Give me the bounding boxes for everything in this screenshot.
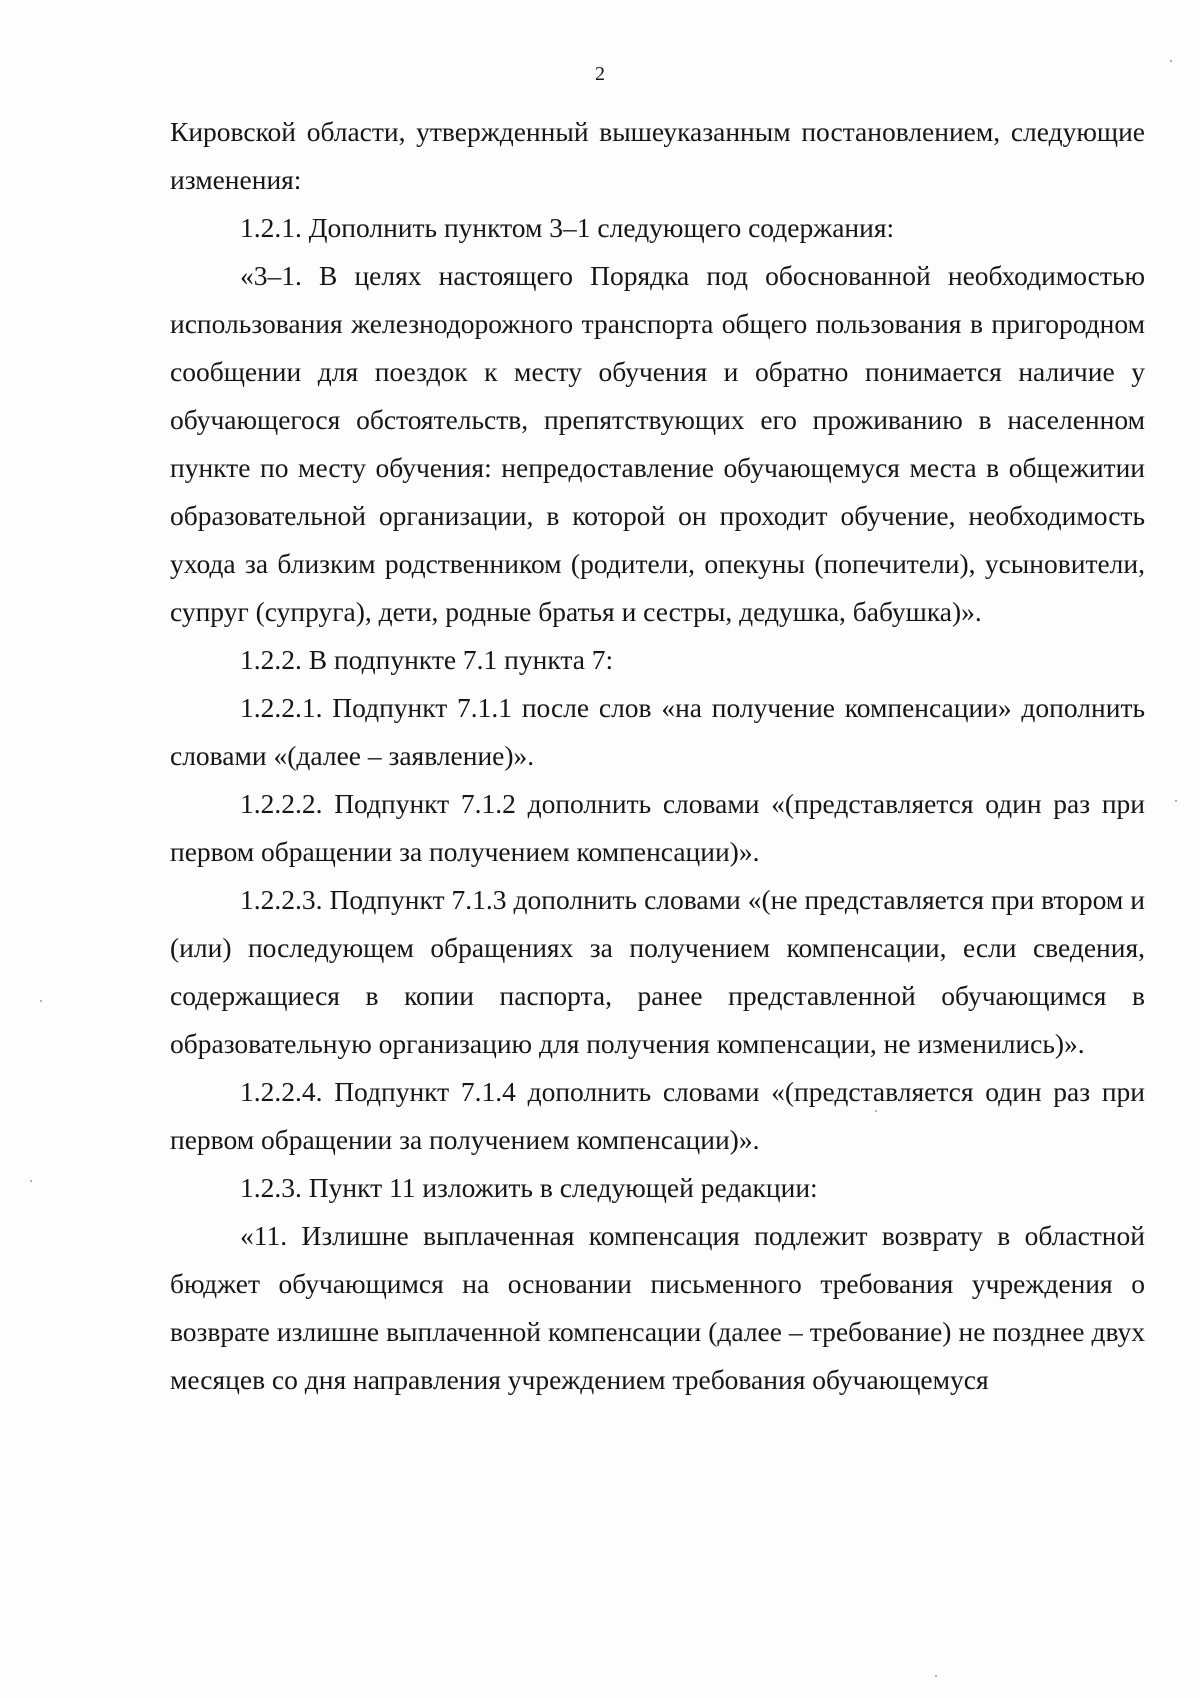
scan-speck [30, 1180, 32, 1182]
paragraph-1-2-2-3: 1.2.2.3. Подпункт 7.1.3 дополнить словами «(не представляется при втором и (или) последующем обращениях за получением компенсации, если сведения, содержащиеся в копии паспорта, ранее представленной обучающимся в образовательную организацию для получения компенсации, не изменились)». [170, 884, 1145, 1059]
paragraph-1-2-2-2: 1.2.2.2. Подпункт 7.1.2 дополнить словами «(представляется один раз при первом обращении за получением компенсации)». [170, 788, 1145, 867]
scan-speck [1170, 60, 1172, 62]
paragraph-3-1-definition: «3–1. В целях настоящего Порядка под обоснованной необходимостью использования железнодорожного транспорта общего пользования в пригородном сообщении для поездок к месту обучения и обратно понимается наличие у обучающегося обстоятельств, препятствующих его проживанию в населенном пункте по месту обучения: непредоставление обучающемуся места в общежитии образовательной организации, в которой он проходит обучение, необходимость ухода за близким родственником (родители, опекуны (попечители), усыновители, супруг (супруга), дети, родные братья и сестры, дедушка, бабушка)». [170, 260, 1145, 627]
document-body [170, 108, 1145, 1404]
paragraph-1-2-2: 1.2.2. В подпункте 7.1 пункта 7: [240, 644, 614, 675]
paragraph-1-2-1: 1.2.1. Дополнить пунктом 3–1 следующего содержания: [240, 212, 895, 243]
scan-speck [1175, 800, 1177, 802]
paragraph-1-2-2-4: 1.2.2.4. Подпункт 7.1.4 дополнить словами «(представляется один раз при первом обращении за получением компенсации)». [170, 1076, 1145, 1155]
scan-speck [935, 1675, 937, 1677]
page-number: 2 [595, 63, 605, 85]
paragraph-continuation: Кировской области, утвержденный вышеуказанным постановлением, следующие изменения: [170, 116, 1145, 195]
scan-speck [40, 1000, 42, 1002]
paragraph-1-2-2-1: 1.2.2.1. Подпункт 7.1.1 после слов «на получение компенсации» дополнить словами «(далее – заявление)». [170, 692, 1145, 771]
paragraph-11-new-wording: «11. Излишне выплаченная компенсация подлежит возврату в областной бюджет обучающимся на основании письменного требования учреждения о возврате излишне выплаченной компенсации (далее – требование) не позднее двух месяцев со дня направления учреждением требования обучающемуся [170, 1220, 1145, 1395]
scan-speck [875, 1110, 877, 1112]
paragraph-1-2-3: 1.2.3. Пункт 11 изложить в следующей редакции: [240, 1172, 818, 1203]
